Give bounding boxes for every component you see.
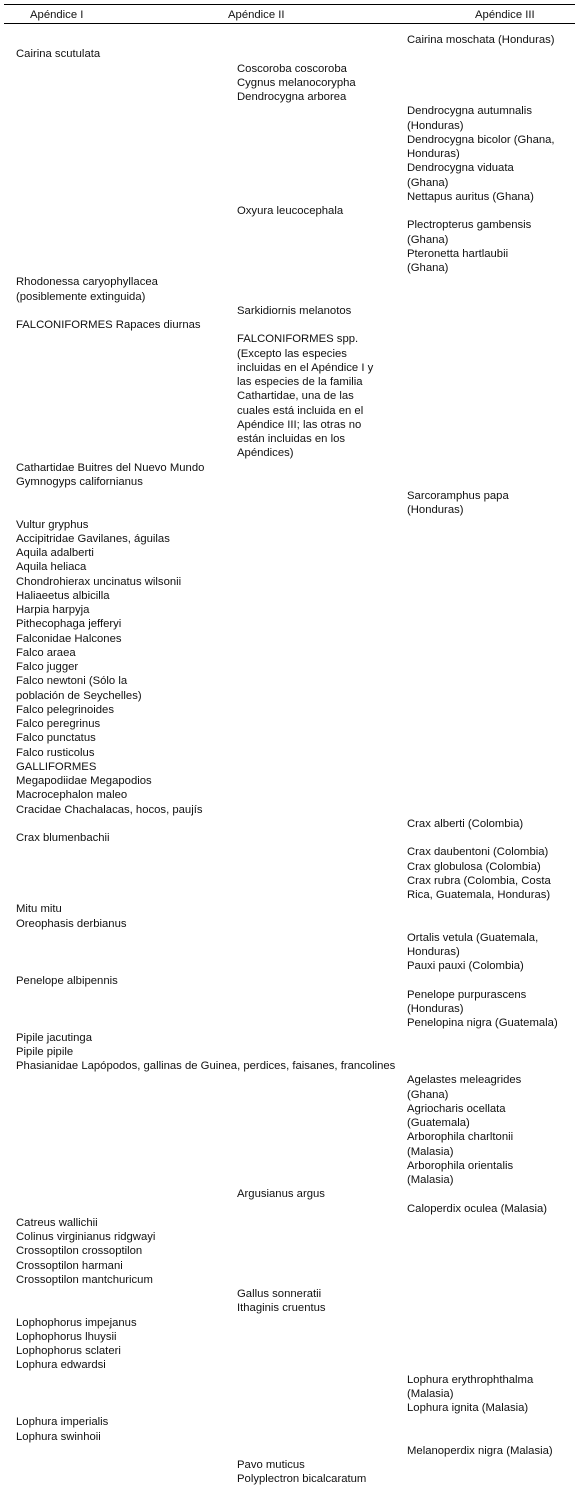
species-entry-line: (Honduras) [407, 119, 464, 132]
species-entry-line: Pithecophaga jefferyi [16, 618, 122, 631]
header-appendix-2: Apéndice II [228, 9, 285, 21]
species-entry-line: Falco newtoni (Sólo la [16, 675, 128, 688]
species-entry-line: Vultur gryphus [16, 518, 89, 531]
species-entry-line: GALLIFORMES [16, 760, 97, 773]
species-entry-line: Crossoptilon crossoptilon [16, 1245, 143, 1258]
species-entry-line: (Malasia) [407, 1387, 454, 1400]
species-entry-line: Haliaeetus albicilla [16, 589, 110, 602]
species-entry-line: Crossoptilon mantchuricum [16, 1273, 153, 1286]
species-entry-line: (Ghana) [407, 1088, 449, 1101]
species-entry-line: Aquila heliaca [16, 561, 87, 574]
species-entry-line: Apéndice III; las otras no [237, 418, 362, 431]
species-entry-line: Crax rubra (Colombia, Costa [407, 874, 551, 887]
species-entry-line: (Malasia) [407, 1145, 454, 1158]
species-entry-line: Falco araea [16, 646, 76, 659]
species-entry-line: (posiblemente extinguida) [16, 290, 146, 303]
species-entry-line: FALCONIFORMES Rapaces diurnas [16, 319, 201, 331]
species-entry-line: Lophura ignita (Malasia) [407, 1402, 529, 1414]
species-entry-line: Crax blumenbachii [16, 832, 110, 844]
species-entry-line: Crossoptilon harmani [16, 1259, 123, 1272]
species-entry-line: Pavo muticus [237, 1459, 305, 1471]
species-entry-line: población de Seychelles) [16, 689, 142, 702]
species-entry-line: Cygnus melanocorypha [237, 76, 356, 89]
species-entry-line: (Ghana) [407, 262, 449, 274]
species-entry-line: Argusianus argus [237, 1188, 325, 1201]
species-entry-line: Catreus wallichii [16, 1216, 98, 1229]
top-rule [4, 4, 575, 5]
species-entry-line: Falco punctatus [16, 732, 96, 745]
species-entry-line: Lophura erythrophthalma [407, 1373, 534, 1386]
species-entry-line: Oxyura leucocephala [237, 205, 344, 217]
species-entry-line: Sarkidiornis melanotos [237, 304, 352, 317]
species-entry-line: Pipile pipile [16, 1045, 74, 1058]
species-entry-line: Megapodiidae Megapodios [16, 775, 152, 787]
species-entry-line: (Ghana) [407, 176, 449, 189]
species-entry-line: (Excepto las especies [237, 347, 347, 360]
species-entry-line: Dendrocygna autumnalis [407, 105, 532, 118]
species-entry-line: Falco peregrinus [16, 718, 101, 730]
species-entry-line: Cathartidae, una de las [237, 390, 354, 403]
species-entry-line: Ortalis vetula (Guatemala, [407, 931, 539, 944]
species-entry-line: incluidas en el Apéndice I y [237, 361, 374, 374]
species-entry-line: Pipile jacutinga [16, 1031, 92, 1044]
species-entry-line: Melanoperdix nigra (Malasia) [407, 1444, 553, 1457]
species-entry-line: Ithaginis cruentus [237, 1302, 326, 1315]
species-entry-line: Rhodonessa caryophyllacea [16, 276, 158, 289]
species-entry-line: Falco rusticolus [16, 746, 95, 759]
species-entry-line: Phasianidae Lapópodos, gallinas de Guinea, perdices, faisanes, francolines [16, 1060, 396, 1072]
species-entry-line: Lophophorus lhuysii [16, 1330, 117, 1343]
species-entry-line: (Honduras) [407, 504, 464, 517]
species-entry-line: Accipitridae Gavilanes, águilas [16, 532, 170, 545]
species-entry-line: Polyplectron bicalcaratum [237, 1473, 367, 1486]
species-entry-line: Macrocephalon maleo [16, 789, 128, 802]
species-entry-line: Cathartidae Buitres del Nuevo Mundo [16, 461, 205, 474]
species-entry-line: Harpia harpyja [16, 604, 90, 616]
species-entry-line: Chondrohierax uncinatus wilsonii [16, 575, 182, 588]
species-entry-line: Honduras) [407, 148, 460, 160]
species-entry-line: Cairina moschata (Honduras) [407, 34, 555, 46]
species-entry-line: Caloperdix oculea (Malasia) [407, 1202, 548, 1215]
species-entry-line: (Guatemala) [407, 1117, 470, 1129]
species-entry-line: Lophura swinhoii [16, 1430, 101, 1443]
species-entry-line: Agelastes meleagrides [407, 1074, 522, 1087]
species-entry-line: están incluidas en los [237, 433, 346, 445]
species-entry-line: Plectropterus gambensis [407, 219, 532, 232]
species-entry-line: Crax daubentoni (Colombia) [407, 846, 549, 859]
species-entry-line: Coscoroba coscoroba [237, 62, 347, 75]
species-entry-line: Lophophorus impejanus [16, 1316, 137, 1329]
species-entry-line: Rica, Guatemala, Honduras) [407, 889, 551, 901]
species-entry-line: Dendrocygna bicolor (Ghana, [407, 133, 555, 146]
species-entry-line: Falco jugger [16, 661, 79, 673]
species-entry-line: (Ghana) [407, 233, 449, 246]
species-entry-line: Sarcoramphus papa [407, 490, 509, 502]
header-appendix-3: Apéndice III [475, 9, 535, 21]
species-entry-line: las especies de la familia [237, 376, 363, 388]
species-entry-line: Lophura imperialis [16, 1416, 109, 1429]
species-entry-line: FALCONIFORMES spp. [237, 333, 359, 346]
header-rule [4, 23, 575, 24]
species-entry-line: Penelope purpurascens [407, 988, 527, 1001]
species-entry-line: Lophura edwardsi [16, 1359, 106, 1372]
species-entry-line: (Honduras) [407, 1003, 464, 1015]
species-entry-line: Penelopina nigra (Guatemala) [407, 1017, 558, 1030]
species-entry-line: Apéndices) [237, 447, 294, 460]
species-entry-line: Falco pelegrinoides [16, 703, 114, 716]
species-entry-line: Pauxi pauxi (Colombia) [407, 960, 524, 973]
header-appendix-1: Apéndice I [30, 9, 84, 21]
species-entry-line: Penelope albipennis [16, 974, 118, 987]
species-entry-line: Mitu mitu [16, 903, 62, 916]
species-entry-line: Cracidae Chachalacas, hocos, paujís [16, 803, 203, 816]
species-entry-line: Honduras) [407, 946, 460, 958]
species-entry-line: Cairina scutulata [16, 48, 101, 61]
species-entry-line: Crax globulosa (Colombia) [407, 860, 541, 873]
species-entry-line: Arborophila orientalis [407, 1159, 514, 1172]
species-entry-line: Dendrocygna arborea [237, 91, 347, 103]
species-entry-line: Crax alberti (Colombia) [407, 817, 524, 830]
species-entry-line: Aquila adalberti [16, 547, 94, 559]
species-entry-line: Nettapus auritus (Ghana) [407, 190, 534, 203]
species-entry-line: (Malasia) [407, 1174, 454, 1186]
species-entry-line: Falconidae Halcones [16, 632, 122, 645]
species-entry-line: Gymnogyps californianus [16, 475, 143, 488]
species-entry-line: Dendrocygna viduata [407, 162, 514, 175]
species-entry-line: Colinus virginianus ridgwayi [16, 1231, 156, 1243]
species-entry-line: cuales está incluida en el [237, 404, 364, 417]
species-entry-line: Pteronetta hartlaubii [407, 247, 509, 260]
species-entry-line: Lophophorus sclateri [16, 1345, 121, 1357]
species-entry-line: Oreophasis derbianus [16, 917, 127, 930]
species-entry-line: Gallus sonneratii [237, 1288, 322, 1300]
species-entry-line: Agriocharis ocellata [407, 1102, 506, 1115]
species-entry-line: Arborophila charltonii [407, 1131, 514, 1144]
